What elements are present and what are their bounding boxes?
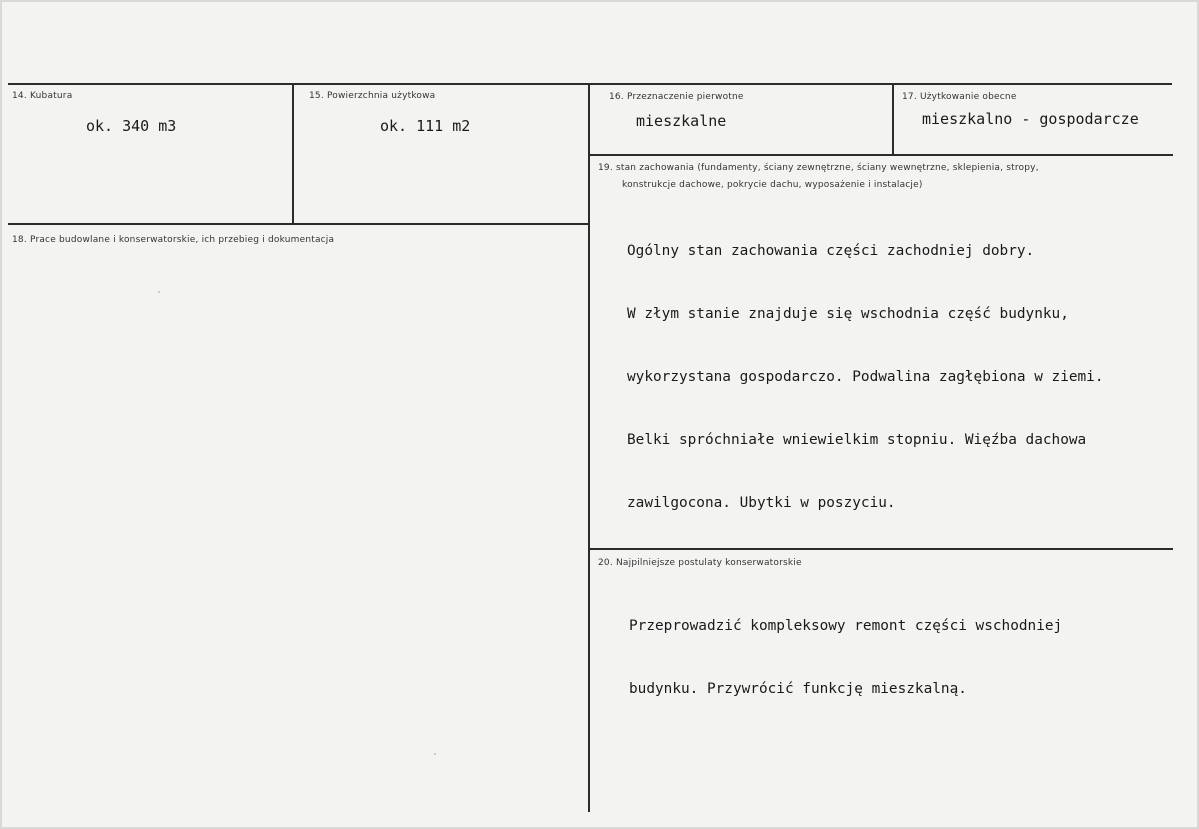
field-17-value: mieszkalno - gospodarcze [922, 110, 1139, 128]
field-19-line: wykorzystana gospodarczo. Podwalina zagłębiona w ziemi. [627, 369, 1104, 385]
field-14-value: ok. 340 m3 [86, 117, 177, 135]
paper-speck [434, 753, 436, 755]
left-section-rule [8, 223, 589, 225]
divider-16-17 [892, 84, 894, 154]
field-19-label-line1: 19. stan zachowania (fundamenty, ściany zewnętrzne, ściany wewnętrzne, sklepienia, stropy, [598, 163, 1039, 173]
top-rule [8, 83, 1172, 85]
field-14-label: 14. Kubatura [12, 91, 73, 101]
field-20-text [629, 574, 1062, 742]
paper-speck [158, 291, 160, 293]
field-19-line: Belki spróchniałe wniewielkim stopniu. Więźba dachowa [627, 432, 1087, 448]
field-20-label: 20. Najpilniejsze postulaty konserwatorskie [598, 558, 802, 568]
field-19-label-line2: konstrukcje dachowe, pokrycie dachu, wyposażenie i instalacje) [622, 180, 923, 190]
divider-14-15 [292, 84, 294, 225]
field-19-line: zawilgocona. Ubytki w poszyciu. [627, 495, 896, 511]
field-18-label: 18. Prace budowlane i konserwatorskie, ich przebieg i dokumentacja [12, 235, 335, 245]
field-20-line: budynku. Przywrócić funkcję mieszkalną. [629, 681, 967, 697]
center-divider [588, 84, 590, 812]
field-16-value: mieszkalne [636, 112, 727, 130]
rule-under-16-17 [589, 154, 1173, 156]
field-15-value: ok. 111 m2 [380, 117, 471, 135]
field-19-line: W złym stanie znajduje się wschodnia część budynku, [627, 306, 1069, 322]
field-15-label: 15. Powierzchnia użytkowa [309, 91, 436, 101]
field-19-line: Ogólny stan zachowania części zachodniej dobry. [627, 243, 1035, 259]
field-17-label: 17. Użytkowanie obecne [902, 92, 1017, 102]
field-20-line: Przeprowadzić kompleksowy remont części wschodniej [629, 618, 1063, 634]
field-16-label: 16. Przeznaczenie pierwotne [609, 92, 744, 102]
field-19-text [627, 199, 1104, 556]
